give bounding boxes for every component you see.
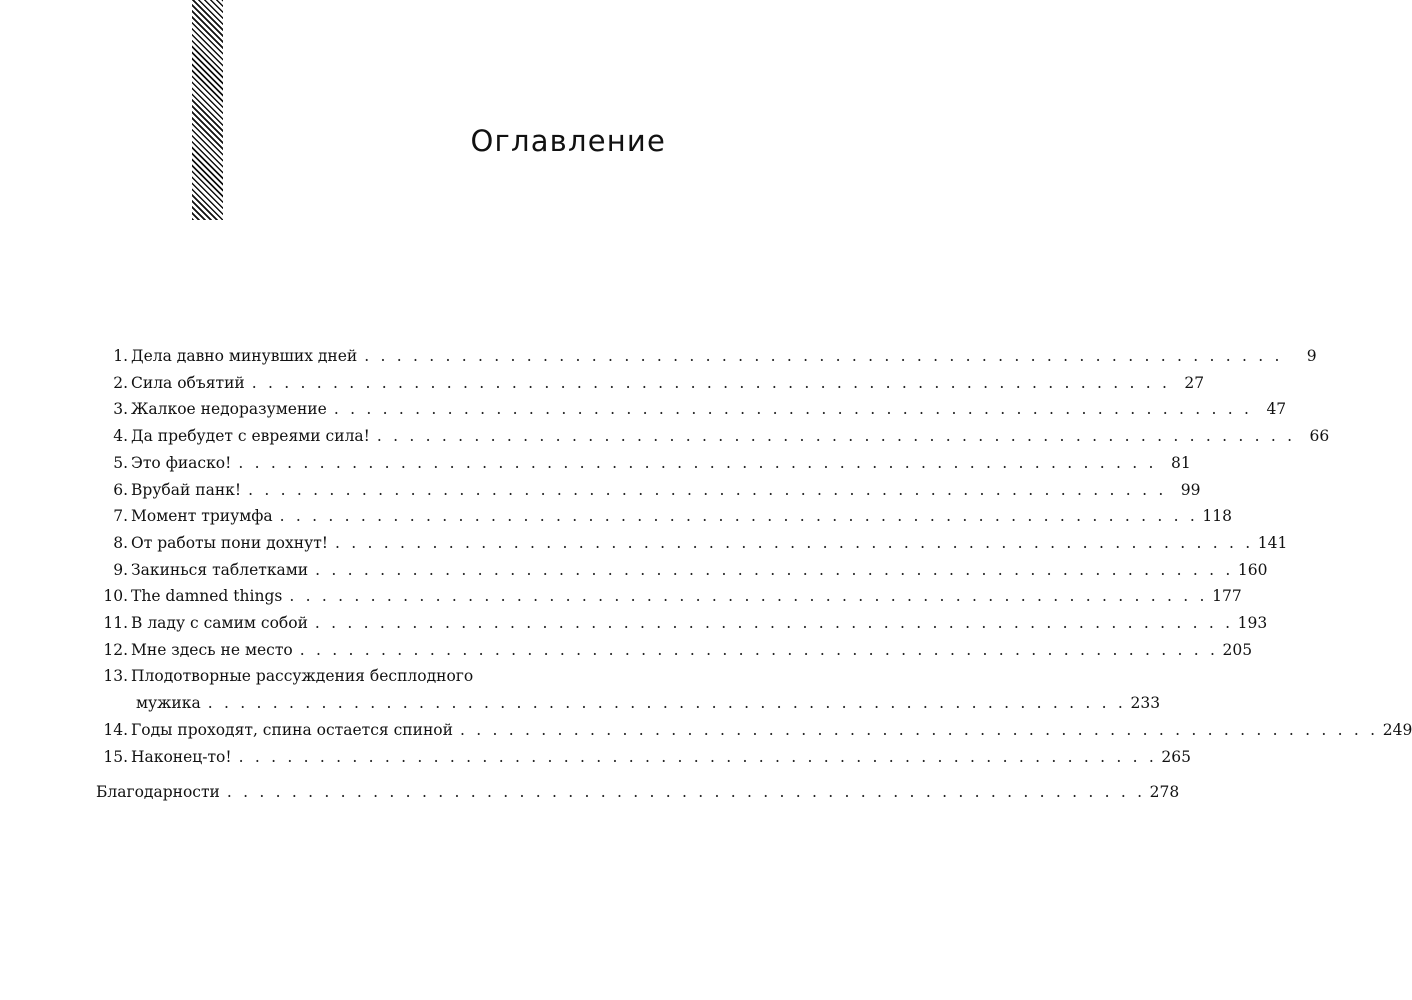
toc-entry-title: Да пребудет с евреями сила!: [131, 427, 370, 446]
toc-entry-page: 160: [1237, 560, 1268, 579]
dot-leader: . . . . . . . . . . . . . . . . . . . . . . . . . . . . . . . . . . . . . . . . . . . . . . . . . . . . . . . . .: [238, 747, 1157, 766]
toc-entry-number: 10.: [103, 587, 128, 606]
toc-entry-5[interactable]: [96, 450, 1191, 477]
dot-leader: . . . . . . . . . . . . . . . . . . . . . . . . . . . . . . . . . . . . . . . . . . . . . . . . . . . . . . . . .: [299, 640, 1219, 659]
toc-entry-title: Благодарности: [96, 783, 220, 802]
toc-entry-13[interactable]: [96, 663, 1161, 716]
toc-entry-title: Сила объятий: [131, 373, 245, 392]
toc-entry-number: 2.: [113, 373, 128, 392]
toc-entry-number: 12.: [103, 640, 128, 659]
dot-leader: . . . . . . . . . . . . . . . . . . . . . . . . . . . . . . . . . . . . . . . . . . . . . . . . . . . . . . . . .: [333, 400, 1253, 419]
toc-entry-title: Наконец-то!: [131, 747, 232, 766]
toc-entry-9[interactable]: [96, 557, 1268, 584]
dot-leader: . . . . . . . . . . . . . . . . . . . . . . . . . . . . . . . . . . . . . . . . . . . . . . . . . . . . . . . . .: [251, 373, 1171, 392]
toc-entry-2[interactable]: [96, 370, 1205, 397]
toc-entry-acknowledgements[interactable]: [96, 779, 1180, 806]
toc-entry-number: 5.: [113, 453, 128, 472]
dot-leader: . . . . . . . . . . . . . . . . . . . . . . . . . . . . . . . . . . . . . . . . . . . . . . . . . . . . . . . . .: [289, 587, 1208, 606]
table-of-contents: [96, 343, 1412, 806]
toc-entry-page: 9: [1306, 347, 1317, 365]
toc-entry-title: Дела давно минувших дней: [131, 347, 358, 365]
dot-leader: . . . . . . . . . . . . . . . . . . . . . . . . . . . . . . . . . . . . . . . . . . . . . . . . . . . . . . . . .: [279, 507, 1199, 526]
toc-entry-number: 4.: [113, 427, 128, 446]
toc-entry-7[interactable]: [96, 503, 1233, 530]
toc-entry-15[interactable]: [96, 744, 1191, 771]
dot-leader: . . . . . . . . . . . . . . . . . . . . . . . . . . . . . . . . . . . . . . . . . . . . . . . . . . . . . . . . .: [459, 720, 1379, 739]
toc-entry-8[interactable]: [96, 530, 1288, 557]
toc-entry-11[interactable]: [96, 610, 1268, 637]
toc-entry-page: 278: [1149, 783, 1180, 802]
toc-entry-page: 118: [1202, 507, 1233, 526]
toc-entry-number: 9.: [113, 560, 128, 579]
dot-leader: . . . . . . . . . . . . . . . . . . . . . . . . . . . . . . . . . . . . . . . . . . . . . . . . . . . . . . . . .: [364, 347, 1283, 365]
dot-leader: . . . . . . . . . . . . . . . . . . . . . . . . . . . . . . . . . . . . . . . . . . . . . . . . . . . . . . . . .: [335, 533, 1254, 552]
toc-entry-10[interactable]: [96, 583, 1242, 610]
toc-entry-number: 14.: [103, 720, 128, 739]
toc-entry-title: Врубай панк!: [131, 480, 242, 499]
toc-entry-page: 141: [1257, 533, 1288, 552]
toc-entry-page: 205: [1222, 640, 1253, 659]
toc-entry-title: The damned things: [131, 587, 283, 606]
toc-entry-page: 265: [1161, 747, 1191, 766]
dot-leader: . . . . . . . . . . . . . . . . . . . . . . . . . . . . . . . . . . . . . . . . . . . . . . . . . . . . . . . . .: [207, 694, 1127, 713]
dot-leader: . . . . . . . . . . . . . . . . . . . . . . . . . . . . . . . . . . . . . . . . . . . . . . . . . . . . . . . . .: [226, 783, 1146, 802]
toc-entry-page: 81: [1170, 453, 1191, 472]
toc-entry-1[interactable]: [96, 343, 1317, 370]
toc-entry-6[interactable]: [96, 477, 1201, 504]
toc-entry-number: 11.: [103, 614, 128, 633]
toc-entry-page: 193: [1237, 614, 1268, 633]
toc-entry-page: 47: [1266, 400, 1287, 419]
dot-leader: . . . . . . . . . . . . . . . . . . . . . . . . . . . . . . . . . . . . . . . . . . . . . . . . . . . . . . . . .: [238, 453, 1157, 472]
toc-entry-title: Плодотворные рассуждения бесплодного: [131, 667, 474, 686]
toc-entry-14[interactable]: [96, 717, 1412, 744]
toc-entry-title: Это фиаско!: [131, 453, 232, 472]
toc-entry-title: Момент триумфа: [131, 507, 273, 526]
toc-entry-number: 6.: [113, 480, 128, 499]
toc-entry-title: Мне здесь не место: [131, 640, 293, 659]
toc-entry-title: Жалкое недоразумение: [131, 400, 327, 419]
toc-entry-page: 66: [1309, 427, 1330, 446]
hatched-stripe-decoration: [192, 0, 223, 220]
toc-entry-title: Закинься таблетками: [131, 560, 309, 579]
toc-entry-number: 13.: [103, 667, 128, 686]
toc-entry-title: Годы проходят, спина остается спиной: [131, 720, 453, 739]
toc-entry-page: 249: [1382, 720, 1412, 739]
toc-entry-number: 8.: [113, 533, 128, 552]
toc-entry-title-continued: мужика: [136, 694, 201, 713]
toc-entry-page: 177: [1212, 587, 1242, 606]
toc-entry-3[interactable]: [96, 396, 1287, 423]
toc-entry-page: 27: [1184, 373, 1205, 392]
toc-entry-title: В ладу с самим собой: [131, 614, 308, 633]
toc-entry-number: 7.: [113, 507, 128, 526]
dot-leader: . . . . . . . . . . . . . . . . . . . . . . . . . . . . . . . . . . . . . . . . . . . . . . . . . . . . . . . . .: [314, 614, 1234, 633]
toc-entry-number: 15.: [103, 747, 128, 766]
toc-entry-12[interactable]: [96, 637, 1253, 664]
dot-leader: . . . . . . . . . . . . . . . . . . . . . . . . . . . . . . . . . . . . . . . . . . . . . . . . . . . . . . . . .: [376, 427, 1296, 446]
toc-entry-page: 99: [1180, 480, 1201, 499]
toc-entry-number: 3.: [113, 400, 128, 419]
toc-entry-number: 1.: [113, 347, 128, 365]
toc-entry-page: 233: [1130, 694, 1161, 713]
page-title: Оглавление: [470, 124, 666, 158]
toc-entry-4[interactable]: [96, 423, 1330, 450]
dot-leader: . . . . . . . . . . . . . . . . . . . . . . . . . . . . . . . . . . . . . . . . . . . . . . . . . . . . . . . . .: [315, 560, 1234, 579]
toc-entry-title: От работы пони дохнут!: [131, 533, 328, 552]
dot-leader: . . . . . . . . . . . . . . . . . . . . . . . . . . . . . . . . . . . . . . . . . . . . . . . . . . . . . . . . .: [248, 480, 1167, 499]
